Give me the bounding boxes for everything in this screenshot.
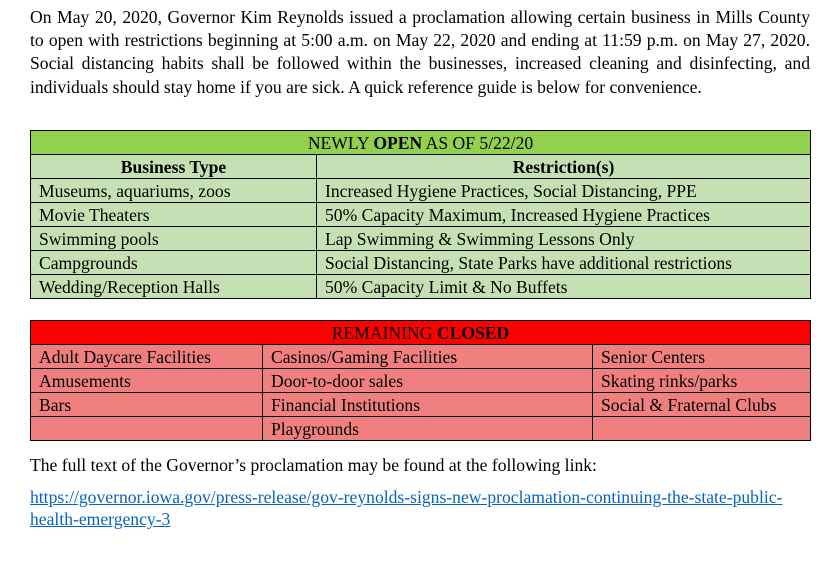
open-banner-row [31,131,811,155]
business-type-cell: Campgrounds [31,251,317,275]
closed-cell: Adult Daycare Facilities [31,345,263,369]
restriction-cell: 50% Capacity Limit & No Buffets [317,275,811,299]
proclamation-link[interactable]: https://governor.iowa.gov/press-release/gov-reynolds-signs-new-proclamation-continuing-the-state-public-health-emergency-3 [30,487,783,529]
business-type-cell: Museums, aquariums, zoos [31,179,317,203]
footer-text: The full text of the Governor’s proclamation may be found at the following link: [30,455,597,475]
restriction-cell: 50% Capacity Maximum, Increased Hygiene Practices [317,203,811,227]
business-type-cell: Swimming pools [31,227,317,251]
open-banner-post: AS OF 5/22/20 [422,132,534,153]
closed-cell: Senior Centers [593,345,811,369]
table-row [31,345,811,369]
business-type-cell: Movie Theaters [31,203,317,227]
closed-banner [31,321,811,345]
closed-banner-row [31,321,811,345]
table-row [31,179,811,203]
restriction-cell: Increased Hygiene Practices, Social Distancing, PPE [317,179,811,203]
open-banner-pre: NEWLY [307,132,374,153]
table-row [31,393,811,417]
table-row [31,369,811,393]
closed-cell: Financial Institutions [263,393,593,417]
closed-cell: Amusements [31,369,263,393]
restriction-cell: Social Distancing, State Parks have additional restrictions [317,251,811,275]
open-banner [31,131,811,155]
remaining-closed-table [30,320,811,441]
table-row [31,251,811,275]
business-type-cell: Wedding/Reception Halls [31,275,317,299]
closed-cell: Door-to-door sales [263,369,593,393]
closed-banner-pre: REMAINING [331,322,437,343]
table-row [31,275,811,299]
closed-cell: Skating rinks/parks [593,369,811,393]
table-row [31,203,811,227]
table-row [31,227,811,251]
open-banner-bold: OPEN [373,132,423,153]
table-row [31,417,811,441]
restriction-cell: Lap Swimming & Swimming Lessons Only [317,227,811,251]
closed-cell: Bars [31,393,263,417]
closed-cell: Casinos/Gaming Facilities [263,345,593,369]
closed-cell: Social & Fraternal Clubs [593,393,811,417]
intro-paragraph: On May 20, 2020, Governor Kim Reynolds issued a proclamation allowing certain business in Mills County to open with restrictions beginning at 5:00 a.m. on May 22, 2020 and ending at 11:59 p.m. on May 27, 2020. Social distancing habits shall be followed within the businesses, increased cleaning and disinfecting, and individuals should stay home if you are sick. A quick reference guide is below for convenience. [30,7,810,97]
header-business-type: Business Type [31,155,317,179]
newly-open-table [30,130,811,299]
closed-cell: Playgrounds [263,417,593,441]
closed-banner-bold: CLOSED [436,322,510,343]
closed-cell [593,417,811,441]
closed-cell [31,417,263,441]
header-restrictions: Restriction(s) [317,155,811,179]
open-header-row [31,155,811,179]
